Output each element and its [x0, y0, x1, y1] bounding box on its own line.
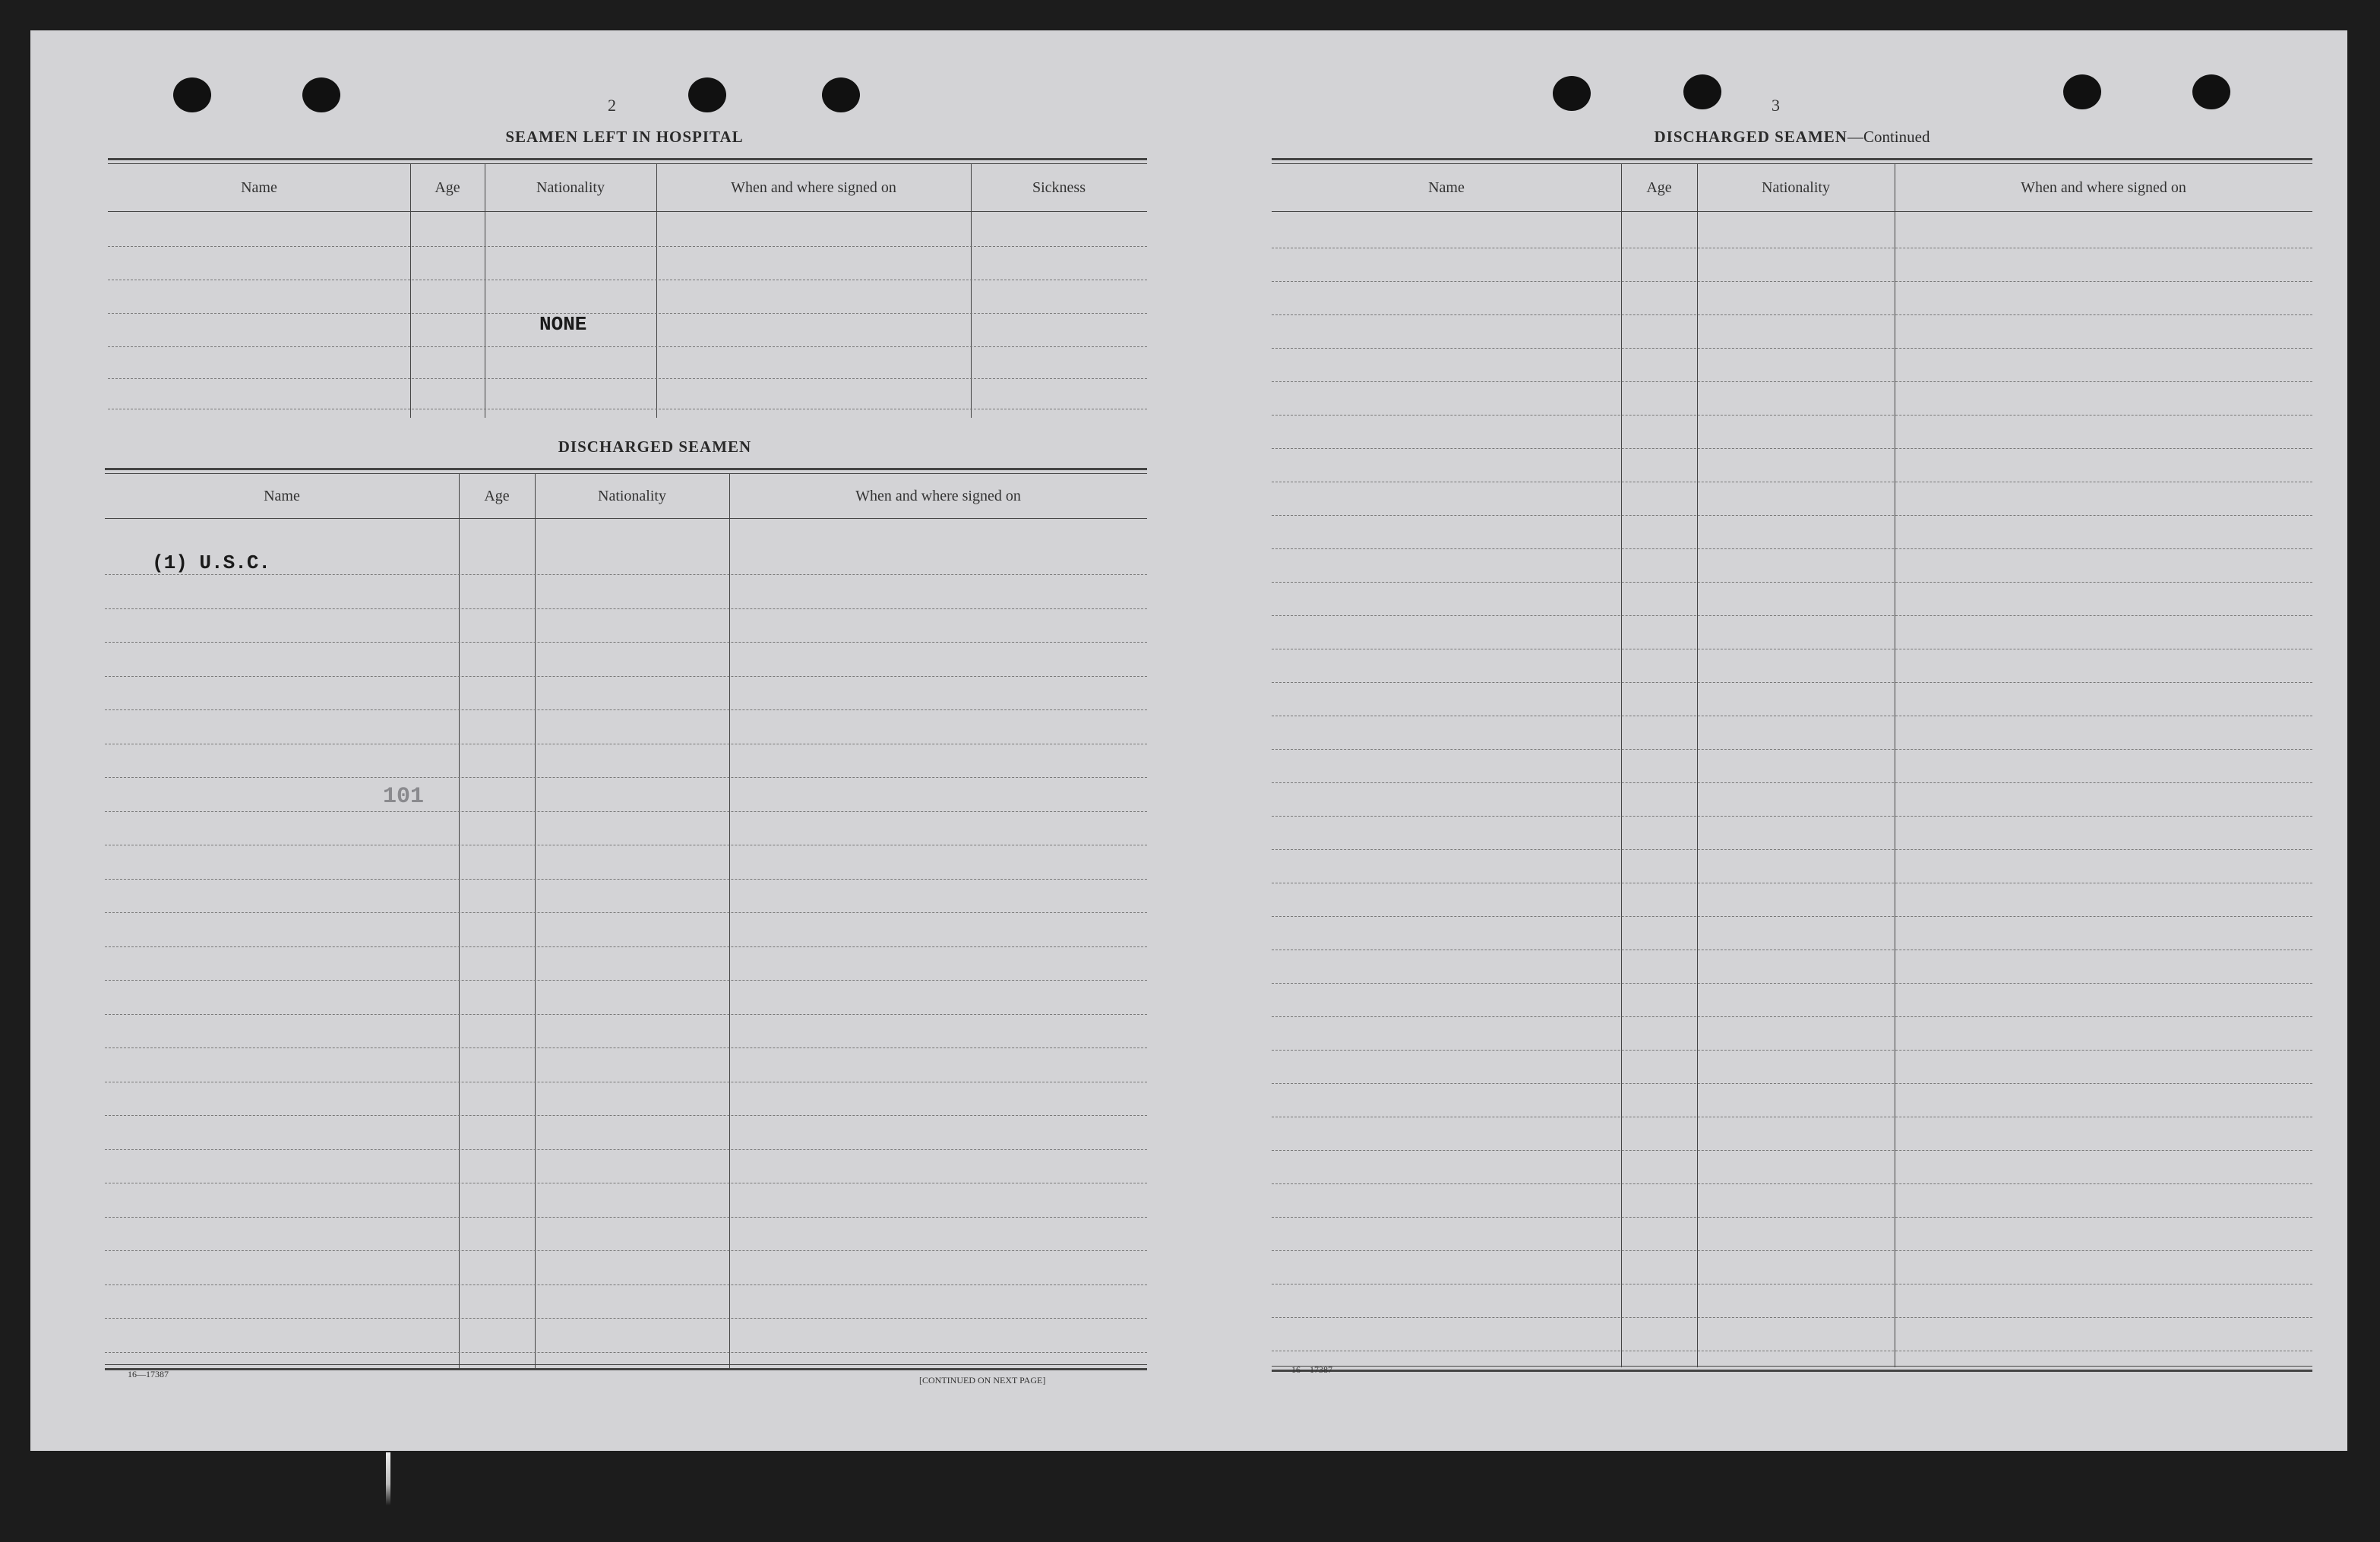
punch-hole	[822, 77, 860, 112]
ruled-line	[105, 1352, 1147, 1353]
hospital-table-title: SEAMEN LEFT IN HOSPITAL	[505, 128, 744, 146]
ruled-line	[105, 1047, 1147, 1048]
column-header-name: Name	[241, 179, 277, 196]
ruled-line	[1272, 916, 2312, 917]
ruled-line	[105, 1149, 1147, 1150]
ruled-line	[105, 946, 1147, 947]
ruled-line	[1272, 314, 2312, 315]
page-number-left: 2	[608, 96, 616, 115]
column-header-name: Name	[1428, 179, 1465, 196]
column-header-nationality: Nationality	[1762, 179, 1830, 196]
ruled-line	[1272, 849, 2312, 850]
column-header-signed-on: When and where signed on	[731, 179, 896, 196]
ruled-line	[105, 1217, 1147, 1218]
discharged-table-title: DISCHARGED SEAMEN	[558, 438, 752, 456]
ruled-line	[1272, 1183, 2312, 1184]
ruled-line	[1272, 582, 2312, 583]
column-header-age: Age	[484, 487, 510, 504]
discharged-entry: (1) U.S.C.	[152, 551, 271, 574]
ruled-line	[1272, 1317, 2312, 1318]
page-number-right: 3	[1772, 96, 1780, 115]
binding-thread	[386, 1452, 390, 1506]
column-header-signed-on: When and where signed on	[2021, 179, 2186, 196]
faint-stamp-number: 101	[383, 784, 425, 810]
column-header-sickness: Sickness	[1032, 179, 1086, 196]
continued-note: [CONTINUED ON NEXT PAGE]	[919, 1375, 1046, 1386]
ruled-line	[1272, 1083, 2312, 1084]
ruled-line	[1272, 548, 2312, 549]
ruled-line	[1272, 515, 2312, 516]
form-number-left: 16—17387	[128, 1369, 169, 1379]
ruled-line	[1272, 1217, 2312, 1218]
ruled-line	[105, 608, 1147, 609]
ruled-line	[105, 676, 1147, 677]
punch-hole	[1553, 76, 1591, 111]
punch-hole	[2192, 74, 2230, 109]
hospital-table	[108, 158, 1147, 422]
ruled-line	[1272, 448, 2312, 449]
ruled-line	[105, 879, 1147, 880]
column-header-name: Name	[264, 487, 300, 504]
ruled-line	[1272, 682, 2312, 683]
discharged-table-left	[105, 468, 1147, 1401]
ruled-line	[105, 1250, 1147, 1251]
discharged-continued-title	[1272, 128, 2312, 147]
ruled-line	[105, 1014, 1147, 1015]
ruled-line	[1272, 615, 2312, 616]
ruled-line	[1272, 1050, 2312, 1051]
column-header-age: Age	[1646, 179, 1672, 196]
ruled-line	[1272, 1250, 2312, 1251]
ruled-line	[1272, 415, 2312, 416]
ruled-line	[1272, 281, 2312, 282]
ruled-line	[1272, 348, 2312, 349]
ruled-line	[105, 912, 1147, 913]
manifest-sheet	[30, 30, 2347, 1451]
ruled-line	[1272, 381, 2312, 382]
ruled-line	[105, 642, 1147, 643]
punch-hole	[2063, 74, 2101, 109]
ruled-line	[1272, 749, 2312, 750]
ruled-line	[1272, 1150, 2312, 1151]
column-header-signed-on: When and where signed on	[855, 487, 1021, 504]
ruled-line	[1272, 983, 2312, 984]
column-header-nationality: Nationality	[536, 179, 605, 196]
ruled-line	[1272, 782, 2312, 783]
ruled-line	[105, 777, 1147, 778]
ruled-line	[105, 1115, 1147, 1116]
ruled-line	[105, 574, 1147, 575]
discharged-table-right	[1272, 158, 2312, 1401]
form-number-right: 16—17387	[1291, 1364, 1332, 1375]
ruled-line	[1272, 1016, 2312, 1017]
punch-hole	[1683, 74, 1721, 109]
column-header-age: Age	[435, 179, 460, 196]
ruled-line	[105, 811, 1147, 812]
punch-hole	[173, 77, 211, 112]
punch-hole	[688, 77, 726, 112]
ruled-line	[105, 980, 1147, 981]
column-header-nationality: Nationality	[598, 487, 666, 504]
title-suffix: —Continued	[1847, 128, 1930, 146]
title-main: DISCHARGED SEAMEN	[1654, 128, 1847, 146]
ruled-line	[105, 709, 1147, 710]
hospital-entry: NONE	[539, 313, 587, 336]
punch-hole	[302, 77, 340, 112]
ruled-line	[1272, 816, 2312, 817]
ruled-line	[105, 1284, 1147, 1285]
ruled-line	[105, 1318, 1147, 1319]
